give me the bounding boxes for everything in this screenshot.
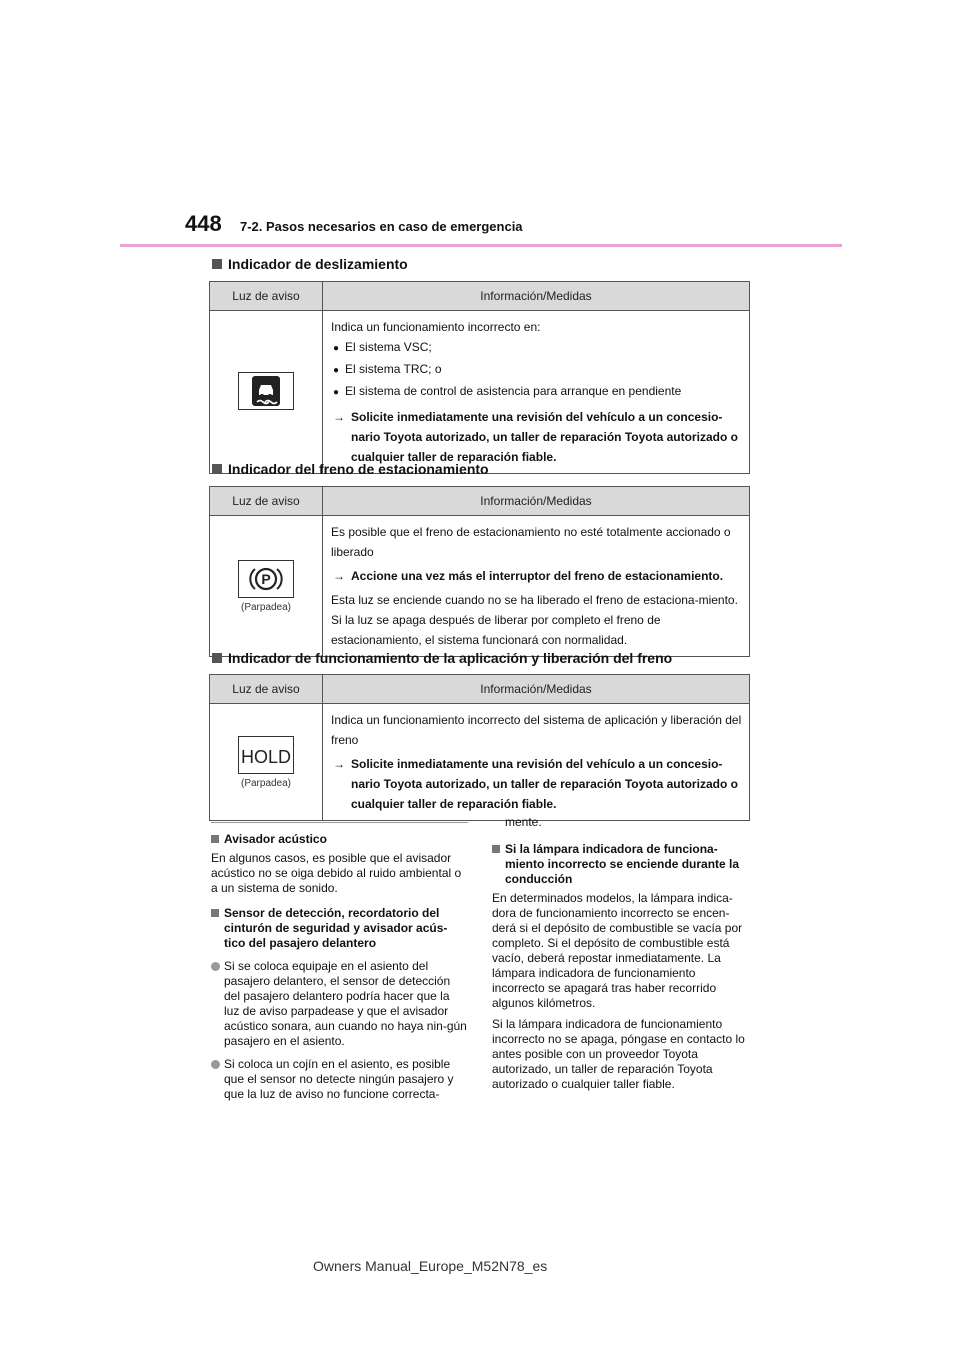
arrow-icon: → bbox=[333, 757, 345, 771]
action-line bbox=[331, 754, 743, 814]
list-item: ● El sistema VSC; bbox=[331, 337, 743, 359]
column-header-light: Luz de aviso bbox=[210, 282, 323, 311]
chapter-title: 7-2. Pasos necesarios en caso de emergencia bbox=[240, 219, 523, 234]
note-dot-item: Si coloca un cojín en el asiento, es posible que el sensor no detecte ningún pasajero y que la luz de aviso no funcione correcta- bbox=[211, 1057, 468, 1102]
note-paragraph: Si la lámpara indicadora de funcionamiento incorrecto no se apaga, póngase en contacto lo antes posible con un proveedor Toyota autorizado, un taller de reparación Toyota autorizado o cualquier taller fiable. bbox=[492, 1017, 745, 1091]
light-cell bbox=[210, 516, 323, 657]
action-line bbox=[331, 566, 743, 586]
note-heading: Avisador acústico bbox=[211, 832, 468, 847]
light-cell bbox=[210, 704, 323, 821]
info-intro: Es posible que el freno de estacionamiento no esté totalmente accionado o liberado bbox=[331, 525, 731, 559]
parking-brake-table bbox=[209, 486, 750, 657]
column-header-info: Información/Medidas bbox=[323, 282, 750, 311]
hold-icon-text: HOLD bbox=[240, 746, 292, 767]
arrow-icon: → bbox=[333, 410, 345, 424]
note-paragraph: En determinados modelos, la lámpara indica-dora de funcionamiento incorrecto se encen-derá si el depósito de combustible se vacía por completo. Si el depósito de combustible está vacío, deberá repostar inmediatamente. La lámpara indicadora de funcionamiento incorrecto se apagará tras haber recorrido algunos kilómetros. bbox=[492, 891, 743, 1010]
skid-car-icon bbox=[238, 372, 294, 410]
section-title-skid: Indicador de deslizamiento bbox=[212, 256, 408, 272]
info-cell bbox=[323, 311, 750, 474]
notes-right-column bbox=[492, 815, 750, 1092]
column-header-light: Luz de aviso bbox=[210, 675, 323, 704]
info-intro: Indica un funcionamiento incorrecto del sistema de aplicación y liberación del freno bbox=[331, 713, 742, 747]
square-bullet-icon bbox=[212, 653, 222, 663]
list-item: ● El sistema de control de asistencia para arranque en pendiente bbox=[331, 381, 743, 403]
column-header-info: Información/Medidas bbox=[323, 675, 750, 704]
note-paragraph: En algunos casos, es posible que el avisador acústico no se oiga debido al ruido ambiental o a un sistema de sonido. bbox=[211, 851, 462, 895]
square-bullet-icon bbox=[212, 259, 222, 269]
action-text: Solicite inmediatamente una revisión del vehículo a un concesio-nario Toyota autorizado, un taller de reparación Toyota autorizado o cualquier taller de reparación fiable. bbox=[351, 757, 738, 811]
info-cell bbox=[323, 516, 750, 657]
hold-icon bbox=[238, 736, 294, 774]
note-dot-item: Si se coloca equipaje en el asiento del pasajero delantero, el sensor de detección del pasajero delantero podría hacer que la luz de aviso parpadease y que el avisador acústico sonara, aun cuando no haya nin-gún pasajero en el asiento. bbox=[211, 959, 468, 1049]
header-divider bbox=[120, 244, 842, 247]
blink-caption: (Parpadea) bbox=[240, 601, 292, 613]
list-item: ● El sistema TRC; o bbox=[331, 359, 743, 381]
footer-text: Owners Manual_Europe_M52N78_es bbox=[313, 1258, 548, 1274]
square-bullet-icon bbox=[212, 464, 222, 474]
light-cell bbox=[210, 311, 323, 474]
note-heading: Sensor de detección, recordatorio del cinturón de seguridad y avisador acús-tico del pasajero delantero bbox=[211, 906, 468, 951]
svg-text:P: P bbox=[261, 570, 271, 587]
skid-indicator-table bbox=[209, 281, 750, 474]
blink-caption: (Parpadea) bbox=[240, 777, 292, 789]
info-intro: Indica un funcionamiento incorrecto en: bbox=[331, 320, 541, 334]
page-number: 448 bbox=[185, 211, 222, 236]
section-title-parking-brake: Indicador del freno de estacionamiento bbox=[212, 461, 489, 477]
section-title-hold: Indicador de funcionamiento de la aplicación y liberación del freno bbox=[212, 650, 672, 666]
parking-brake-icon bbox=[238, 560, 294, 598]
column-header-light: Luz de aviso bbox=[210, 487, 323, 516]
note-continued: mente. bbox=[505, 815, 542, 829]
notes-left-column bbox=[211, 822, 468, 1102]
action-text: Accione una vez más el interruptor del freno de estacionamiento. bbox=[351, 569, 724, 583]
info-cell bbox=[323, 704, 750, 821]
arrow-icon: → bbox=[333, 569, 345, 583]
hold-indicator-table bbox=[209, 674, 750, 821]
note-heading: Si la lámpara indicadora de funciona-miento incorrecto se enciende durante la conducción bbox=[492, 842, 750, 887]
action-text: Solicite inmediatamente una revisión del vehículo a un concesio-nario Toyota autorizado, un taller de reparación Toyota autorizado o cualquier taller de reparación fiable. bbox=[351, 410, 738, 464]
info-note: Esta luz se enciende cuando no se ha liberado el freno de estaciona-miento. Si la luz se apaga después de liberar por completo el freno de estacionamiento, el sistema funcionará con normalidad. bbox=[331, 593, 738, 647]
action-line bbox=[331, 407, 743, 467]
column-header-info: Información/Medidas bbox=[323, 487, 750, 516]
